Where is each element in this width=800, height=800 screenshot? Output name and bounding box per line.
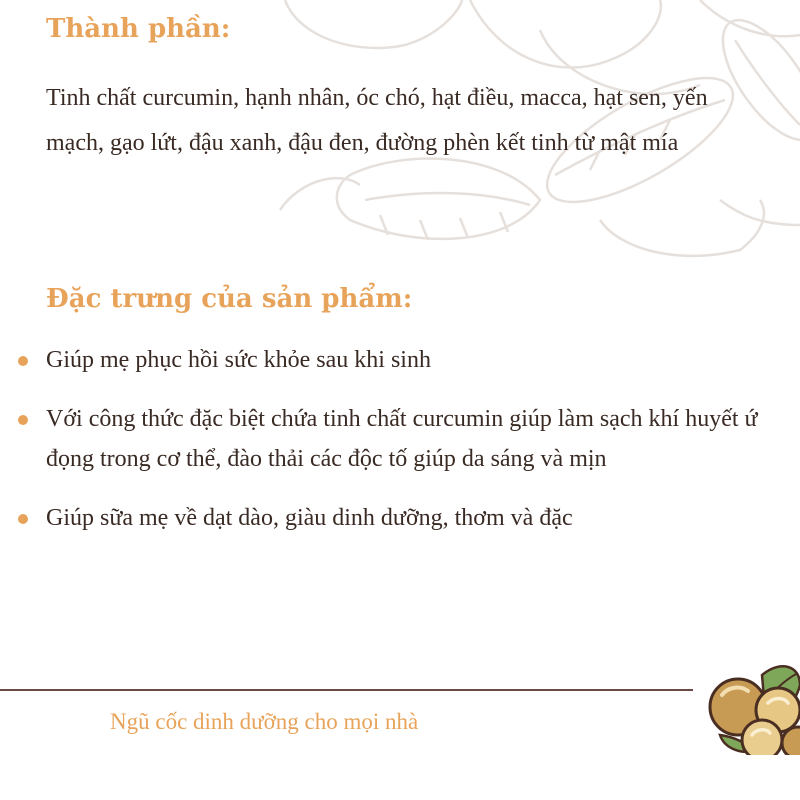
divider (0, 689, 693, 691)
list-item (0, 498, 760, 538)
bullet-icon (18, 415, 28, 425)
bullet-icon (18, 514, 28, 524)
bullet-icon (18, 356, 28, 366)
feature-text: Với công thức đặc biệt chứa tinh chất curcumin giúp làm sạch khí huyết ứ đọng trong cơ thể, đào thải các độc tố giúp da sáng và mịn (46, 406, 758, 472)
macadamia-nuts-icon (700, 655, 800, 755)
features-list (0, 340, 760, 557)
ingredients-text: Tinh chất curcumin, hạnh nhân, óc chó, hạt điều, macca, hạt sen, yến mạch, gạo lứt, đậu xanh, đậu đen, đường phèn kết tinh từ mật mía (46, 85, 708, 156)
feature-text: Giúp mẹ phục hồi sức khỏe sau khi sinh (46, 347, 431, 373)
list-item (0, 399, 760, 479)
footer-tagline: Ngũ cốc dinh dưỡng cho mọi nhà (110, 709, 419, 734)
features-heading: Đặc trưng của sản phẩm: (46, 284, 413, 314)
ingredients-heading: Thành phần: (46, 14, 231, 44)
feature-text: Giúp sữa mẹ về dạt dào, giàu dinh dưỡng, thơm và đặc (46, 505, 573, 531)
list-item (0, 340, 760, 380)
